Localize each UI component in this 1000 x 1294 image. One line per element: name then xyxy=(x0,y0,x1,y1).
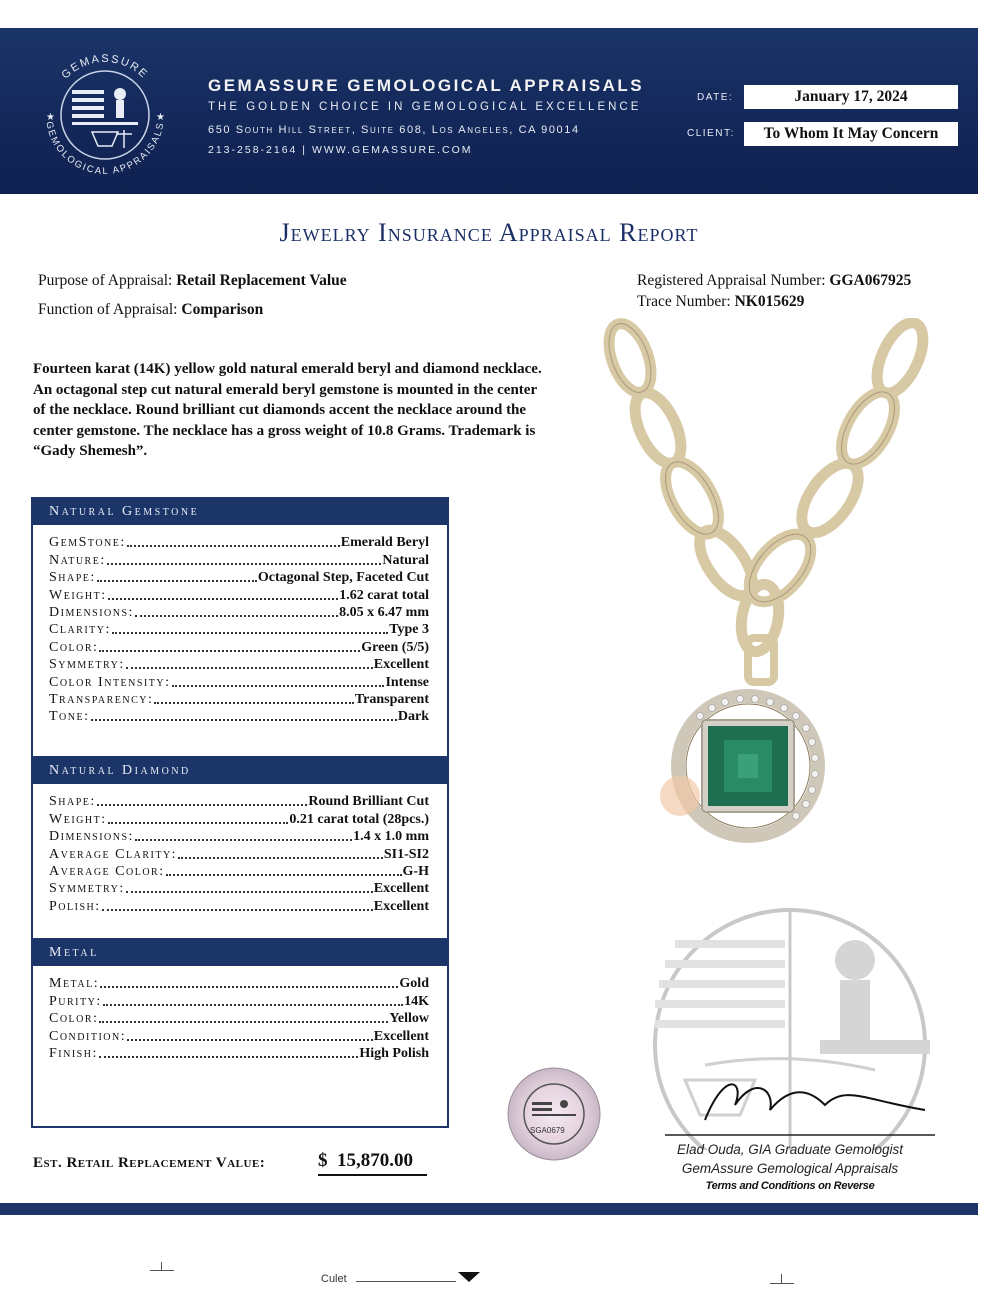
metal-rows xyxy=(33,966,447,1062)
client-label: CLIENT: xyxy=(687,128,735,139)
spec-row xyxy=(49,992,429,1009)
spec-row xyxy=(49,897,429,914)
gemstone-heading: Natural Gemstone xyxy=(33,499,447,525)
dot-leader xyxy=(112,632,388,634)
spec-row xyxy=(49,604,429,621)
spec-label: Weight: xyxy=(49,811,107,827)
company-tagline: THE GOLDEN CHOICE IN GEMOLOGICAL EXCELLENCE xyxy=(208,101,642,113)
spec-value: Type 3 xyxy=(389,622,429,638)
spec-value: Green (5/5) xyxy=(361,639,429,655)
spec-value: High Polish xyxy=(359,1045,429,1061)
spec-value: 0.21 carat total (28pcs.) xyxy=(289,811,429,827)
function-of-appraisal xyxy=(38,301,263,319)
dot-leader xyxy=(99,650,360,652)
spec-label: Dimensions: xyxy=(49,604,134,620)
registered-label: Registered Appraisal Number: xyxy=(637,272,826,289)
spec-value: Emerald Beryl xyxy=(340,535,429,551)
spec-value: 8.05 x 6.47 mm xyxy=(339,604,429,620)
spec-row xyxy=(49,586,429,603)
spec-row xyxy=(49,975,429,992)
spec-row xyxy=(49,1027,429,1044)
spec-row xyxy=(49,1010,429,1027)
diamond-heading: Natural Diamond xyxy=(33,758,447,784)
spec-value: 1.62 carat total xyxy=(339,587,429,603)
spec-label: Tone: xyxy=(49,709,90,725)
spec-value: Gold xyxy=(399,976,429,992)
dot-leader xyxy=(107,563,382,565)
spec-row xyxy=(49,691,429,708)
crop-mark-right xyxy=(770,1283,794,1284)
spec-value: SI1-SI2 xyxy=(383,846,429,862)
spec-label: Color: xyxy=(49,639,99,655)
culet-label: Culet xyxy=(321,1273,347,1285)
dot-leader xyxy=(99,1021,388,1023)
dot-leader xyxy=(126,891,373,893)
company-seal-logo xyxy=(32,42,178,188)
dot-leader xyxy=(97,804,308,806)
dot-leader xyxy=(127,1039,373,1041)
spec-value: G-H xyxy=(402,863,429,879)
registered-value: GGA067925 xyxy=(829,272,912,289)
spec-value: Excellent xyxy=(373,881,429,897)
spec-row xyxy=(49,793,429,810)
spec-label: Finish: xyxy=(49,1045,98,1061)
function-label: Function of Appraisal: xyxy=(38,301,178,318)
dot-leader xyxy=(99,1056,359,1058)
dot-leader xyxy=(100,986,398,988)
natural-diamond-table xyxy=(31,756,449,942)
gemstone-rows xyxy=(33,525,447,725)
svg-text:GEMASSURE xyxy=(60,53,151,82)
necklace-photo xyxy=(600,318,960,878)
spec-label: Shape: xyxy=(49,794,96,810)
spec-label: Weight: xyxy=(49,587,107,603)
dot-leader xyxy=(108,822,289,824)
spec-value: Yellow xyxy=(389,1011,429,1027)
spec-value: 14K xyxy=(404,993,429,1009)
seal-text-bottom: GEMOLOGICAL APPRAISALS xyxy=(43,120,167,178)
spec-label: Dimensions: xyxy=(49,829,134,845)
svg-text:★: ★ xyxy=(46,112,55,123)
dot-leader xyxy=(172,685,385,687)
spec-value: Excellent xyxy=(373,657,429,673)
item-description: Fourteen karat (14K) yellow gold natural emerald beryl and diamond necklace. An octagonal step cut natural emerald beryl gemstone is mounted in the center of the necklace. Round brilliant cut diamonds accent the necklace around the center gemstone. The necklace has a gross weight of 10.8 Grams. Trademark is “Gady Shemesh”. xyxy=(33,361,542,459)
spec-row xyxy=(49,845,429,862)
seal-text-top: GEMASSURE xyxy=(59,52,151,82)
dot-leader xyxy=(97,580,257,582)
spec-row xyxy=(49,551,429,568)
spec-value: 1.4 x 1.0 mm xyxy=(353,829,429,845)
spec-row xyxy=(49,656,429,673)
appraiser-name: Elad Ouda, GIA Graduate Gemologist xyxy=(676,1142,904,1157)
spec-label: Condition: xyxy=(49,1028,127,1044)
spec-row xyxy=(49,534,429,551)
trace-number xyxy=(637,293,804,311)
date-label: DATE: xyxy=(697,92,734,103)
crop-mark-right-tick xyxy=(781,1274,782,1283)
spec-label: Average Color: xyxy=(49,863,165,879)
dot-leader xyxy=(127,545,340,547)
registered-appraisal-number xyxy=(637,272,911,290)
metal-table xyxy=(31,938,449,1128)
spec-label: Transparency: xyxy=(49,691,154,707)
spec-label: Shape: xyxy=(49,570,96,586)
spec-label: Metal: xyxy=(49,976,100,992)
estimated-value: $ 15,870.00 xyxy=(318,1150,427,1176)
spec-label: Symmetry: xyxy=(49,881,125,897)
culet-line xyxy=(356,1281,456,1282)
spec-row xyxy=(49,708,429,725)
spec-label: Average Clarity: xyxy=(49,846,178,862)
diamond-rows xyxy=(33,784,447,915)
dot-leader xyxy=(154,702,353,704)
spec-label: Color Intensity: xyxy=(49,674,171,690)
dot-leader xyxy=(166,874,402,876)
spec-row xyxy=(49,810,429,827)
client-value: To Whom It May Concern xyxy=(744,122,958,146)
spec-row xyxy=(49,828,429,845)
dot-leader xyxy=(103,1004,403,1006)
date-value: January 17, 2024 xyxy=(744,85,958,109)
terms-notice: Terms and Conditions on Reverse xyxy=(705,1180,875,1192)
company-address: 650 South Hill Street, Suite 608, Los Angeles, CA 90014 xyxy=(208,124,580,136)
dot-leader xyxy=(126,667,373,669)
crop-mark-left-tick xyxy=(161,1262,162,1271)
watermark-seal xyxy=(625,880,955,1150)
dot-leader xyxy=(178,857,383,859)
hologram-text: SGA0679 xyxy=(530,1126,565,1135)
function-value: Comparison xyxy=(181,301,264,318)
spec-value: Octagonal Step, Faceted Cut xyxy=(257,570,429,586)
spec-label: Purity: xyxy=(49,993,102,1009)
purpose-value: Retail Replacement Value xyxy=(176,272,347,289)
spec-row xyxy=(49,1045,429,1062)
spec-row xyxy=(49,863,429,880)
metal-heading: Metal xyxy=(33,940,447,966)
spec-value: Excellent xyxy=(373,1028,429,1044)
report-title: Jewelry Insurance Appraisal Report xyxy=(279,218,699,247)
spec-label: GemStone: xyxy=(49,535,126,551)
spec-value: Dark xyxy=(397,709,429,725)
spec-label: Nature: xyxy=(49,552,106,568)
footer-bar xyxy=(0,1203,978,1215)
spec-row xyxy=(49,621,429,638)
spec-label: Symmetry: xyxy=(49,657,125,673)
trace-value: NK015629 xyxy=(734,293,805,310)
spec-value: Intense xyxy=(385,674,429,690)
svg-text:★: ★ xyxy=(156,112,165,123)
dot-leader xyxy=(135,615,338,617)
spec-value: Transparent xyxy=(354,691,429,707)
dot-leader xyxy=(102,909,373,911)
spec-row xyxy=(49,880,429,897)
spec-label: Polish: xyxy=(49,898,101,914)
purpose-of-appraisal xyxy=(38,272,347,290)
appraiser-company: GemAssure Gemological Appraisals xyxy=(681,1161,899,1176)
hologram-seal xyxy=(506,1066,602,1162)
trace-label: Trace Number: xyxy=(637,293,731,310)
letterhead-banner xyxy=(0,28,978,194)
purpose-label: Purpose of Appraisal: xyxy=(38,272,173,289)
spec-value: Natural xyxy=(382,552,429,568)
spec-label: Color: xyxy=(49,1011,99,1027)
dot-leader xyxy=(91,719,397,721)
dot-leader xyxy=(108,598,339,600)
spec-row xyxy=(49,673,429,690)
crop-mark-left xyxy=(150,1270,174,1271)
spec-value: Round Brilliant Cut xyxy=(308,794,429,810)
estimated-value-label: Est. Retail Replacement Value: xyxy=(33,1155,266,1171)
dot-leader xyxy=(135,839,352,841)
spec-label: Clarity: xyxy=(49,622,111,638)
company-name: GEMASSURE GEMOLOGICAL APPRAISALS xyxy=(208,76,645,95)
spec-value: Excellent xyxy=(373,898,429,914)
company-contact: 213-258-2164 | WWW.GEMASSURE.COM xyxy=(208,144,473,156)
culet-arrow-icon xyxy=(458,1272,480,1282)
natural-gemstone-table xyxy=(31,497,449,759)
svg-text:GEMOLOGICAL APPRAISALS xyxy=(43,121,166,178)
spec-row xyxy=(49,638,429,655)
spec-row xyxy=(49,569,429,586)
